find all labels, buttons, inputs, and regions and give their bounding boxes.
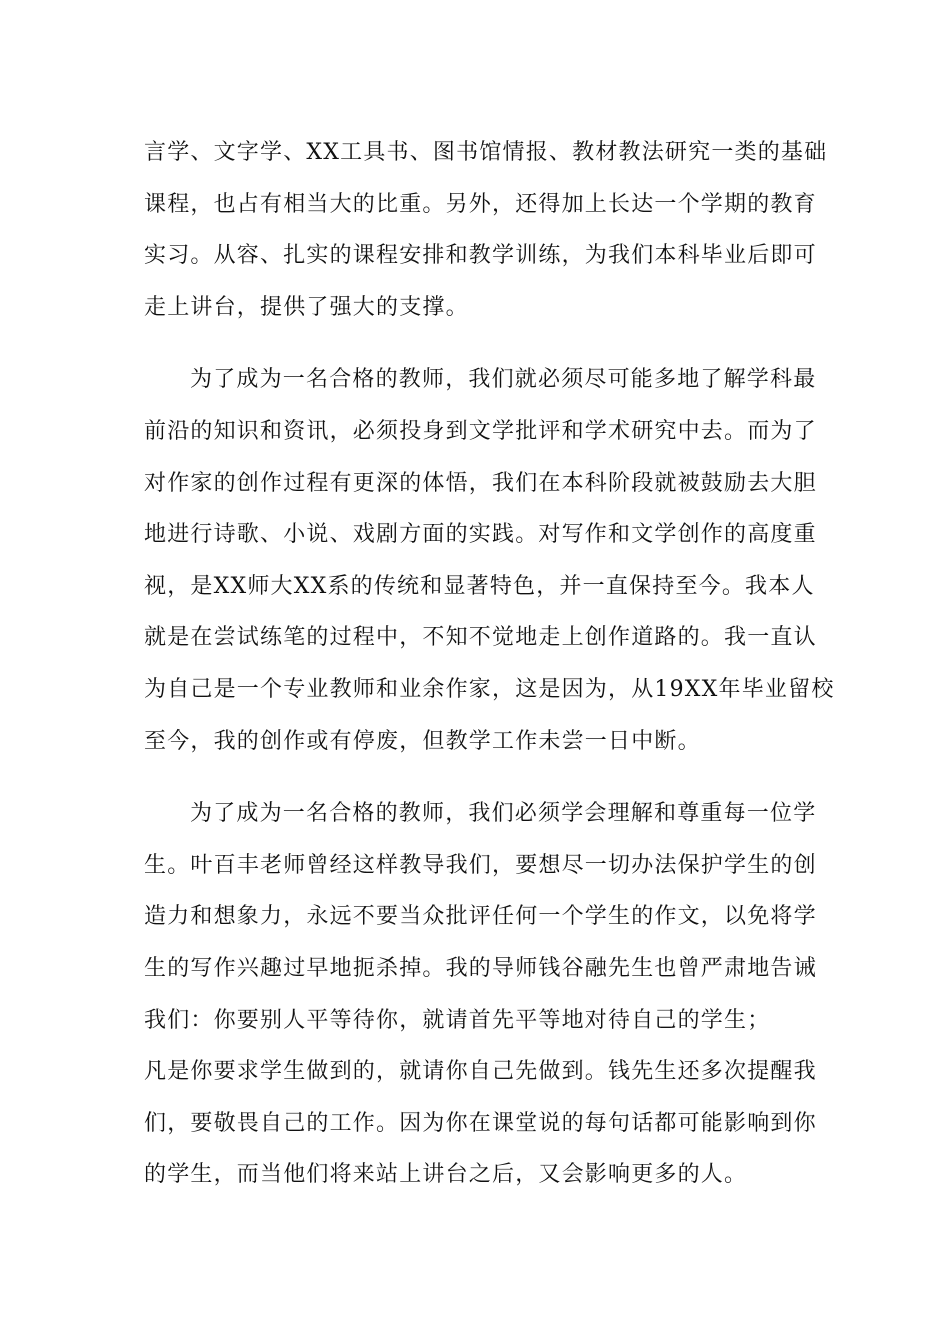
paragraph-2 [144, 354, 835, 767]
text-line: 们，要敬畏自己的工作。因为你在课堂说的每句话都可能影响到你 [144, 1110, 817, 1136]
text-line: 至今，我的创作或有停废，但教学工作未尝一日中断。 [144, 728, 701, 754]
text-line: 地进行诗歌、小说、戏剧方面的实践。对写作和文学创作的高度重 [144, 522, 817, 548]
text-line: 为自己是一个专业教师和业余作家，这是因为，从19XX年毕业留校 [144, 676, 835, 702]
text-line: 对作家的创作过程有更深的体悟，我们在本科阶段就被鼓励去大胆 [144, 470, 817, 496]
text-line: 造力和想象力，永远不要当众批评任何一个学生的作文，以免将学 [144, 904, 817, 930]
text-line: 生。叶百丰老师曾经这样教导我们，要想尽一切办法保护学生的创 [144, 852, 817, 878]
text-line: 视，是XX师大XX系的传统和显著特色，并一直保持至今。我本人 [144, 573, 815, 599]
text-line: 言学、文字学、XX工具书、图书馆情报、教材教法研究一类的基础 [144, 140, 828, 165]
document-body [144, 127, 835, 1201]
text-line: 为了成为一名合格的教师，我们就必须尽可能多地了解学科最 [190, 367, 817, 393]
paragraph-1 [144, 127, 828, 333]
text-line: 实习。从容、扎实的课程安排和教学训练，为我们本科毕业后即可 [144, 243, 817, 269]
paragraph-3 [144, 788, 817, 1201]
text-line: 为了成为一名合格的教师，我们必须学会理解和尊重每一位学 [190, 801, 817, 827]
text-line: 前沿的知识和资讯，必须投身到文学批评和学术研究中去。而为了 [144, 418, 817, 444]
text-line: 生的写作兴趣过早地扼杀掉。我的导师钱谷融先生也曾严肃地告诫 [144, 955, 817, 981]
paragraph-spacer [144, 333, 809, 354]
text-line: 凡是你要求学生做到的，就请你自己先做到。钱先生还多次提醒我 [144, 1059, 817, 1085]
paragraph-spacer [144, 767, 809, 788]
text-line: 的学生，而当他们将来站上讲台之后，又会影响更多的人。 [144, 1162, 748, 1188]
text-line: 就是在尝试练笔的过程中，不知不觉地走上创作道路的。我一直认 [144, 625, 817, 651]
text-line: 走上讲台，提供了强大的支撑。 [144, 294, 469, 320]
text-line: 我们：你要别人平等待你，就请首先平等地对待自己的学生； [144, 1007, 771, 1033]
text-line: 课程，也占有相当大的比重。另外，还得加上长达一个学期的教育 [144, 191, 817, 217]
